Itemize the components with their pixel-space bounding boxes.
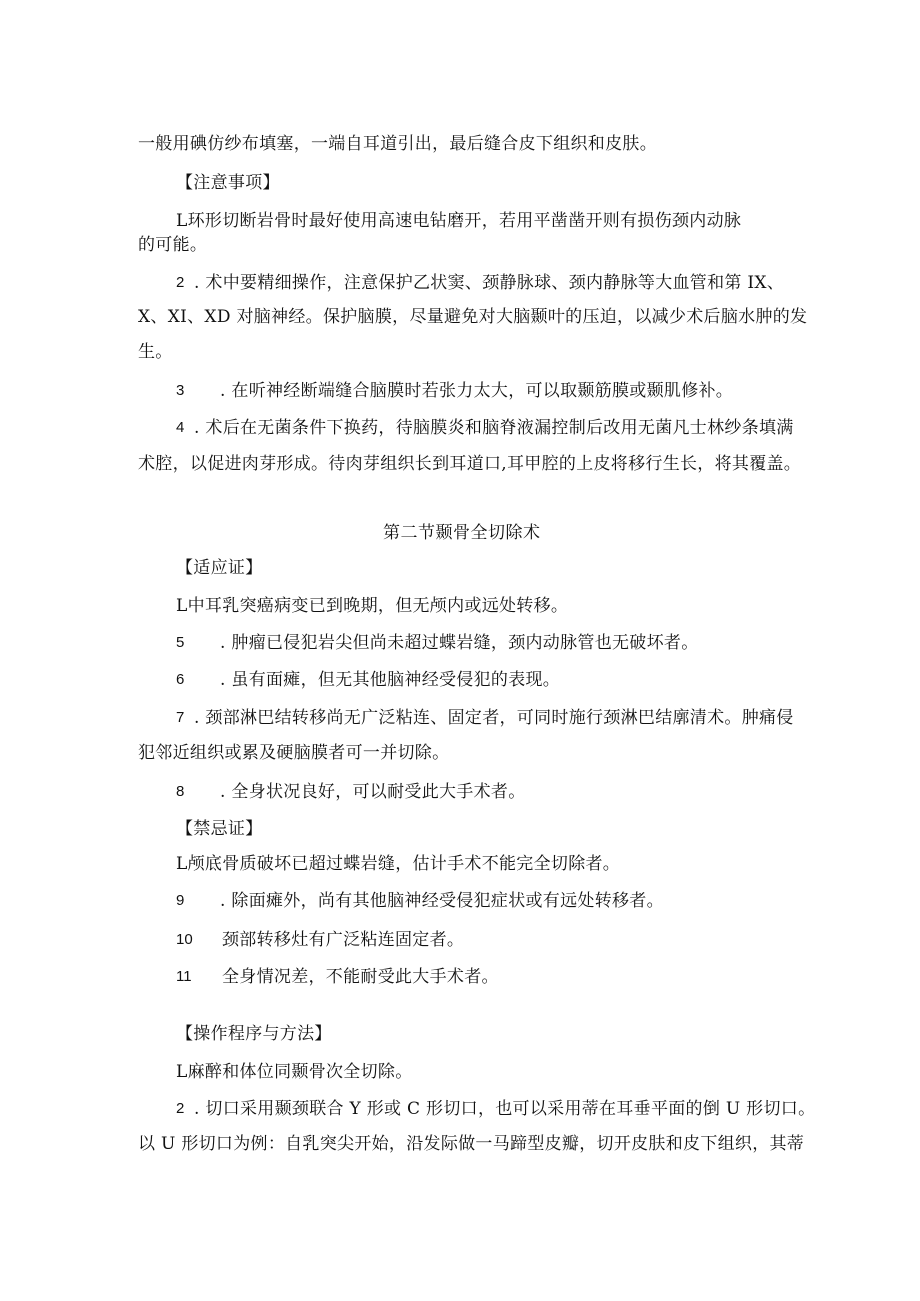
list-number: 7: [176, 709, 185, 726]
section-heading-contraindications: 【禁忌证】: [176, 819, 263, 839]
paragraph-line: 一般用碘仿纱布填塞，一端自耳道引出，最后缝合皮下组织和皮肤。: [138, 134, 657, 154]
list-number: 3: [176, 382, 185, 399]
procedure-2-line: . 切口采用颞颈联合 Y 形或 C 形切口，也可以采用蒂在耳垂平面的倒 U 形切口。: [194, 1099, 816, 1119]
note-2-line: X、XI、XD 对脑神经。保护脑膜，尽量避免对大脑颞叶的压迫，以减少术后脑水肿的发: [138, 307, 808, 327]
section-title: 第二节颞骨全切除术: [383, 523, 541, 543]
note-2-line: . 术中要精细操作，注意保护乙状窦、颈静脉球、颈内静脉等大血管和第 IX、: [194, 273, 785, 293]
indication-2-line: . 肿瘤已侵犯岩尖但尚未超过蝶岩缝，颈内动脉管也无破坏者。: [220, 633, 699, 653]
procedure-1-line: L麻醉和体位同颞骨次全切除。: [176, 1062, 413, 1082]
indication-3-line: . 虽有面瘫，但无其他脑神经受侵犯的表现。: [220, 670, 561, 690]
list-number: 2: [176, 274, 185, 291]
contraindication-4-line: 全身情况差，不能耐受此大手术者。: [222, 967, 499, 987]
contraindication-1-line: L颅底骨质破坏已超过蝶岩缝，估计手术不能完全切除者。: [176, 854, 621, 874]
list-number: 11: [176, 968, 192, 985]
indication-1-line: L中耳乳突癌病变已到晚期，但无颅内或远处转移。: [176, 596, 569, 616]
indication-5-line: . 全身状况良好，可以耐受此大手术者。: [220, 782, 526, 802]
list-number: 5: [176, 634, 185, 651]
indication-4-line: 犯邻近组织或累及硬脑膜者可一并切除。: [138, 743, 450, 763]
note-1-line: L环形切断岩骨时最好使用高速电钻磨开，若用平凿凿开则有损伤颈内动脉: [176, 211, 742, 231]
contraindication-2-line: . 除面瘫外，尚有其他脑神经受侵犯症状或有远处转移者。: [220, 891, 664, 911]
list-number: 4: [176, 419, 185, 436]
indication-4-line: . 颈部淋巴结转移尚无广泛粘连、固定者，可同时施行颈淋巴结廓清术。肿痛侵: [194, 708, 794, 728]
note-4-line: 术腔，以促进肉芽形成。待肉芽组织长到耳道口,耳甲腔的上皮将移行生长，将其覆盖。: [138, 454, 802, 474]
procedure-2-line: 以 U 形切口为例：自乳突尖开始，沿发际做一马蹄型皮瓣，切开皮肤和皮下组织，其蒂: [138, 1134, 805, 1154]
note-1-line: 的可能。: [138, 235, 208, 255]
list-number: 2: [176, 1100, 185, 1117]
section-heading-indications: 【适应证】: [176, 558, 263, 578]
note-4-line: . 术后在无菌条件下换药，待脑膜炎和脑脊液漏控制后改用无菌凡士林纱条填满: [194, 418, 794, 438]
list-number: 10: [176, 931, 193, 948]
contraindication-3-line: 颈部转移灶有广泛粘连固定者。: [222, 930, 465, 950]
note-3-line: . 在听神经断端缝合脑膜时若张力太大，可以取颞筋膜或颞肌修补。: [220, 381, 734, 401]
section-heading-notes: 【注意事项】: [176, 173, 280, 193]
list-number: 8: [176, 783, 185, 800]
list-number: 6: [176, 671, 185, 688]
list-number: 9: [176, 892, 185, 909]
section-heading-procedure: 【操作程序与方法】: [176, 1024, 332, 1044]
note-2-line: 生。: [138, 342, 173, 362]
